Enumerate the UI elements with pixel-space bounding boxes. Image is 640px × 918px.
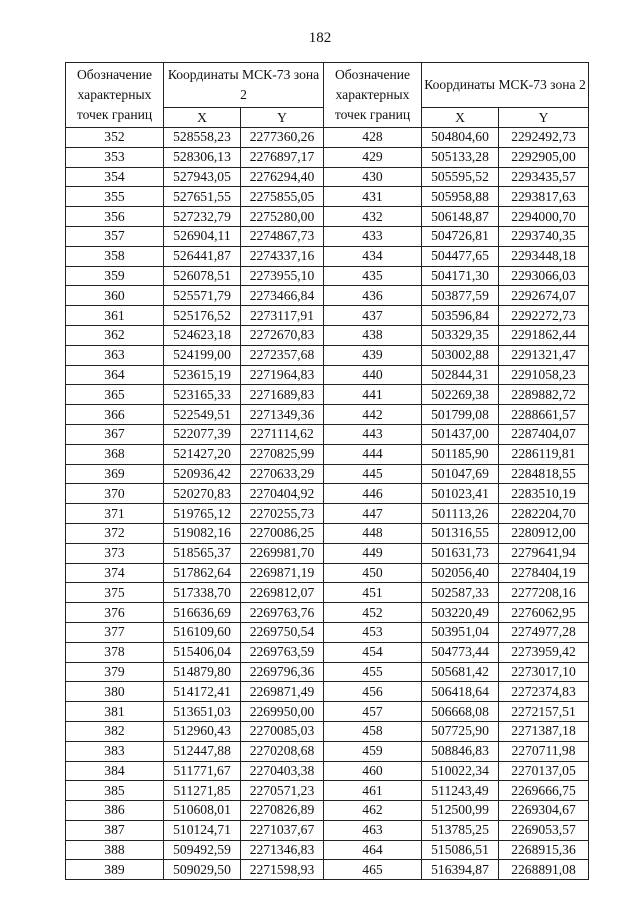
y-value-left: 2274867,73 xyxy=(241,226,324,246)
y-value-left: 2271689,83 xyxy=(241,385,324,405)
x-value-right: 504726,81 xyxy=(422,226,499,246)
x-value-right: 501631,73 xyxy=(422,543,499,563)
table-row xyxy=(66,781,589,801)
table-row xyxy=(66,405,589,425)
x-value-right: 501185,90 xyxy=(422,444,499,464)
table-row xyxy=(66,207,589,227)
x-value-left: 526441,87 xyxy=(164,246,241,266)
y-value-left: 2271114,62 xyxy=(241,424,324,444)
x-value-right: 502056,40 xyxy=(422,563,499,583)
point-number-right: 458 xyxy=(324,721,422,741)
point-number-left: 364 xyxy=(66,365,164,385)
point-number-left: 377 xyxy=(66,622,164,642)
x-value-left: 527943,05 xyxy=(164,167,241,187)
point-number-left: 356 xyxy=(66,207,164,227)
table-row xyxy=(66,741,589,761)
point-number-left: 385 xyxy=(66,781,164,801)
x-value-right: 513785,25 xyxy=(422,820,499,840)
x-value-left: 520936,42 xyxy=(164,464,241,484)
y-value-right: 2279641,94 xyxy=(499,543,589,563)
table-row xyxy=(66,761,589,781)
point-number-right: 430 xyxy=(324,167,422,187)
point-number-left: 379 xyxy=(66,662,164,682)
point-number-left: 353 xyxy=(66,147,164,167)
x-value-right: 503951,04 xyxy=(422,622,499,642)
point-number-right: 437 xyxy=(324,306,422,326)
y-value-right: 2272374,83 xyxy=(499,682,589,702)
y-value-left: 2269750,54 xyxy=(241,622,324,642)
x-value-right: 503002,88 xyxy=(422,345,499,365)
y-value-left: 2270825,99 xyxy=(241,444,324,464)
y-value-right: 2292905,00 xyxy=(499,147,589,167)
x-value-left: 516636,69 xyxy=(164,603,241,623)
y-value-left: 2269763,59 xyxy=(241,642,324,662)
y-value-right: 2293435,57 xyxy=(499,167,589,187)
point-number-right: 440 xyxy=(324,365,422,385)
table-row xyxy=(66,682,589,702)
y-value-left: 2270086,25 xyxy=(241,523,324,543)
x-value-left: 512447,88 xyxy=(164,741,241,761)
table-header xyxy=(66,63,589,128)
y-value-left: 2270208,68 xyxy=(241,741,324,761)
x-value-left: 512960,43 xyxy=(164,721,241,741)
y-value-left: 2270255,73 xyxy=(241,504,324,524)
x-value-right: 503877,59 xyxy=(422,286,499,306)
y-value-left: 2273117,91 xyxy=(241,306,324,326)
y-value-left: 2274337,16 xyxy=(241,246,324,266)
table-row xyxy=(66,603,589,623)
point-number-right: 429 xyxy=(324,147,422,167)
point-number-right: 447 xyxy=(324,504,422,524)
y-value-right: 2291321,47 xyxy=(499,345,589,365)
point-number-right: 453 xyxy=(324,622,422,642)
x-value-right: 510022,34 xyxy=(422,761,499,781)
y-value-right: 2293066,03 xyxy=(499,266,589,286)
point-number-right: 456 xyxy=(324,682,422,702)
x-value-left: 510124,71 xyxy=(164,820,241,840)
x-value-left: 527232,79 xyxy=(164,207,241,227)
x-value-right: 501023,41 xyxy=(422,484,499,504)
point-number-left: 359 xyxy=(66,266,164,286)
point-number-left: 382 xyxy=(66,721,164,741)
y-value-left: 2270403,38 xyxy=(241,761,324,781)
point-label-header-left: Обозначение характерных точек границ xyxy=(66,63,164,128)
point-number-right: 455 xyxy=(324,662,422,682)
y-value-left: 2272670,83 xyxy=(241,325,324,345)
point-number-right: 451 xyxy=(324,583,422,603)
x-value-right: 503220,49 xyxy=(422,603,499,623)
y-value-right: 2286119,81 xyxy=(499,444,589,464)
point-number-left: 360 xyxy=(66,286,164,306)
point-number-left: 378 xyxy=(66,642,164,662)
table-row xyxy=(66,246,589,266)
table-row xyxy=(66,563,589,583)
x-value-right: 505595,52 xyxy=(422,167,499,187)
point-number-right: 461 xyxy=(324,781,422,801)
x-value-right: 504804,60 xyxy=(422,128,499,148)
point-number-left: 354 xyxy=(66,167,164,187)
y-value-left: 2273955,10 xyxy=(241,266,324,286)
y-value-left: 2269812,07 xyxy=(241,583,324,603)
y-value-right: 2284818,55 xyxy=(499,464,589,484)
table-row xyxy=(66,801,589,821)
y-value-left: 2269981,70 xyxy=(241,543,324,563)
point-number-right: 436 xyxy=(324,286,422,306)
point-number-left: 355 xyxy=(66,187,164,207)
x-value-left: 510608,01 xyxy=(164,801,241,821)
table-row xyxy=(66,840,589,860)
point-number-left: 363 xyxy=(66,345,164,365)
point-number-right: 439 xyxy=(324,345,422,365)
y-value-left: 2271346,83 xyxy=(241,840,324,860)
y-value-left: 2275855,05 xyxy=(241,187,324,207)
point-number-right: 431 xyxy=(324,187,422,207)
point-number-right: 449 xyxy=(324,543,422,563)
x-value-right: 504171,30 xyxy=(422,266,499,286)
point-number-left: 381 xyxy=(66,702,164,722)
x-value-right: 507725,90 xyxy=(422,721,499,741)
point-number-right: 434 xyxy=(324,246,422,266)
y-value-right: 2276062,95 xyxy=(499,603,589,623)
x-value-right: 502844,31 xyxy=(422,365,499,385)
x-value-right: 506418,64 xyxy=(422,682,499,702)
y-value-left: 2269950,00 xyxy=(241,702,324,722)
table-row xyxy=(66,365,589,385)
y-value-right: 2287404,07 xyxy=(499,424,589,444)
table-row xyxy=(66,167,589,187)
table-row xyxy=(66,523,589,543)
x-value-left: 509492,59 xyxy=(164,840,241,860)
x-value-left: 516109,60 xyxy=(164,622,241,642)
point-number-right: 432 xyxy=(324,207,422,227)
x-value-right: 515086,51 xyxy=(422,840,499,860)
point-number-right: 433 xyxy=(324,226,422,246)
x-value-left: 522549,51 xyxy=(164,405,241,425)
point-number-left: 357 xyxy=(66,226,164,246)
x-value-left: 511771,67 xyxy=(164,761,241,781)
point-number-left: 366 xyxy=(66,405,164,425)
y-value-left: 2273466,84 xyxy=(241,286,324,306)
y-value-left: 2269796,36 xyxy=(241,662,324,682)
point-number-left: 375 xyxy=(66,583,164,603)
x-value-right: 502269,38 xyxy=(422,385,499,405)
table-row xyxy=(66,484,589,504)
table-row xyxy=(66,583,589,603)
x-header-right: X xyxy=(422,108,499,128)
x-value-left: 526904,11 xyxy=(164,226,241,246)
y-value-left: 2270826,89 xyxy=(241,801,324,821)
x-value-left: 511271,85 xyxy=(164,781,241,801)
x-value-right: 501047,69 xyxy=(422,464,499,484)
point-number-left: 383 xyxy=(66,741,164,761)
x-value-left: 514172,41 xyxy=(164,682,241,702)
y-value-left: 2270404,92 xyxy=(241,484,324,504)
point-number-right: 443 xyxy=(324,424,422,444)
point-number-left: 365 xyxy=(66,385,164,405)
y-value-right: 2277208,16 xyxy=(499,583,589,603)
point-number-right: 441 xyxy=(324,385,422,405)
point-number-right: 428 xyxy=(324,128,422,148)
y-value-left: 2277360,26 xyxy=(241,128,324,148)
table-row xyxy=(66,464,589,484)
y-value-left: 2270571,23 xyxy=(241,781,324,801)
table-row xyxy=(66,860,589,880)
y-value-left: 2271598,93 xyxy=(241,860,324,880)
y-value-right: 2278404,19 xyxy=(499,563,589,583)
point-number-right: 445 xyxy=(324,464,422,484)
y-value-left: 2271037,67 xyxy=(241,820,324,840)
y-value-right: 2270711,98 xyxy=(499,741,589,761)
point-number-right: 446 xyxy=(324,484,422,504)
table-row xyxy=(66,444,589,464)
point-number-right: 444 xyxy=(324,444,422,464)
x-value-left: 514879,80 xyxy=(164,662,241,682)
x-value-right: 501316,55 xyxy=(422,523,499,543)
y-value-left: 2276897,17 xyxy=(241,147,324,167)
y-value-right: 2292674,07 xyxy=(499,286,589,306)
x-value-right: 502587,33 xyxy=(422,583,499,603)
x-value-right: 516394,87 xyxy=(422,860,499,880)
y-header-right: Y xyxy=(499,108,589,128)
point-number-left: 368 xyxy=(66,444,164,464)
table-row xyxy=(66,543,589,563)
table-row xyxy=(66,504,589,524)
x-value-left: 524199,00 xyxy=(164,345,241,365)
y-value-left: 2270085,03 xyxy=(241,721,324,741)
y-value-right: 2282204,70 xyxy=(499,504,589,524)
coordinates-table xyxy=(65,62,589,880)
x-header-left: X xyxy=(164,108,241,128)
point-number-left: 352 xyxy=(66,128,164,148)
x-value-left: 521427,20 xyxy=(164,444,241,464)
point-number-right: 454 xyxy=(324,642,422,662)
point-number-left: 373 xyxy=(66,543,164,563)
y-value-left: 2276294,40 xyxy=(241,167,324,187)
y-value-left: 2272357,68 xyxy=(241,345,324,365)
table-row xyxy=(66,325,589,345)
x-value-left: 527651,55 xyxy=(164,187,241,207)
y-value-right: 2269666,75 xyxy=(499,781,589,801)
x-value-left: 524623,18 xyxy=(164,325,241,345)
table-row xyxy=(66,622,589,642)
point-number-left: 362 xyxy=(66,325,164,345)
x-value-left: 525176,52 xyxy=(164,306,241,326)
x-value-right: 505133,28 xyxy=(422,147,499,167)
y-value-right: 2269053,57 xyxy=(499,820,589,840)
x-value-left: 513651,03 xyxy=(164,702,241,722)
y-header-left: Y xyxy=(241,108,324,128)
coords-header-right: Координаты МСК-73 зона 2 xyxy=(422,63,589,108)
x-value-right: 504477,65 xyxy=(422,246,499,266)
x-value-right: 504773,44 xyxy=(422,642,499,662)
y-value-right: 2269304,67 xyxy=(499,801,589,821)
point-number-right: 457 xyxy=(324,702,422,722)
table-row xyxy=(66,226,589,246)
point-number-left: 384 xyxy=(66,761,164,781)
x-value-right: 505958,88 xyxy=(422,187,499,207)
point-number-left: 387 xyxy=(66,820,164,840)
x-value-left: 523615,19 xyxy=(164,365,241,385)
x-value-left: 525571,79 xyxy=(164,286,241,306)
x-value-right: 501437,00 xyxy=(422,424,499,444)
table-row xyxy=(66,306,589,326)
x-value-left: 522077,39 xyxy=(164,424,241,444)
y-value-right: 2280912,00 xyxy=(499,523,589,543)
point-number-left: 367 xyxy=(66,424,164,444)
point-number-left: 376 xyxy=(66,603,164,623)
table-row xyxy=(66,721,589,741)
y-value-left: 2269871,49 xyxy=(241,682,324,702)
y-value-right: 2273959,42 xyxy=(499,642,589,662)
y-value-right: 2272157,51 xyxy=(499,702,589,722)
point-number-right: 465 xyxy=(324,860,422,880)
table-row xyxy=(66,820,589,840)
point-number-left: 370 xyxy=(66,484,164,504)
point-number-right: 463 xyxy=(324,820,422,840)
point-number-left: 386 xyxy=(66,801,164,821)
y-value-right: 2293740,35 xyxy=(499,226,589,246)
x-value-right: 506668,08 xyxy=(422,702,499,722)
point-number-right: 438 xyxy=(324,325,422,345)
table-body xyxy=(66,128,589,880)
y-value-right: 2289882,72 xyxy=(499,385,589,405)
table-row xyxy=(66,345,589,365)
point-number-right: 450 xyxy=(324,563,422,583)
y-value-right: 2288661,57 xyxy=(499,405,589,425)
y-value-right: 2274977,28 xyxy=(499,622,589,642)
point-label-header-right: Обозначение характерных точек границ xyxy=(324,63,422,128)
point-number-right: 452 xyxy=(324,603,422,623)
y-value-right: 2293817,63 xyxy=(499,187,589,207)
point-number-left: 372 xyxy=(66,523,164,543)
x-value-left: 517862,64 xyxy=(164,563,241,583)
y-value-right: 2271387,18 xyxy=(499,721,589,741)
x-value-right: 511243,49 xyxy=(422,781,499,801)
y-value-right: 2293448,18 xyxy=(499,246,589,266)
y-value-right: 2268891,08 xyxy=(499,860,589,880)
y-value-right: 2291862,44 xyxy=(499,325,589,345)
x-value-left: 509029,50 xyxy=(164,860,241,880)
y-value-left: 2271349,36 xyxy=(241,405,324,425)
table-row xyxy=(66,128,589,148)
x-value-right: 505681,42 xyxy=(422,662,499,682)
point-number-right: 448 xyxy=(324,523,422,543)
point-number-right: 459 xyxy=(324,741,422,761)
table-row xyxy=(66,662,589,682)
table-row xyxy=(66,424,589,444)
y-value-left: 2269763,76 xyxy=(241,603,324,623)
table-row xyxy=(66,702,589,722)
x-value-left: 517338,70 xyxy=(164,583,241,603)
table-row xyxy=(66,266,589,286)
table-row xyxy=(66,286,589,306)
y-value-left: 2270633,29 xyxy=(241,464,324,484)
y-value-left: 2275280,00 xyxy=(241,207,324,227)
x-value-left: 515406,04 xyxy=(164,642,241,662)
x-value-right: 501799,08 xyxy=(422,405,499,425)
x-value-right: 506148,87 xyxy=(422,207,499,227)
y-value-left: 2269871,19 xyxy=(241,563,324,583)
x-value-left: 526078,51 xyxy=(164,266,241,286)
x-value-left: 528558,23 xyxy=(164,128,241,148)
table-row xyxy=(66,147,589,167)
point-number-right: 442 xyxy=(324,405,422,425)
point-number-right: 464 xyxy=(324,840,422,860)
y-value-left: 2271964,83 xyxy=(241,365,324,385)
table-row xyxy=(66,642,589,662)
y-value-right: 2291058,23 xyxy=(499,365,589,385)
coords-header-left: Координаты МСК-73 зона 2 xyxy=(164,63,324,108)
x-value-right: 508846,83 xyxy=(422,741,499,761)
page-number: 182 xyxy=(308,30,332,46)
x-value-left: 523165,33 xyxy=(164,385,241,405)
point-number-right: 435 xyxy=(324,266,422,286)
point-number-right: 462 xyxy=(324,801,422,821)
point-number-left: 374 xyxy=(66,563,164,583)
y-value-right: 2292492,73 xyxy=(499,128,589,148)
y-value-right: 2292272,73 xyxy=(499,306,589,326)
x-value-left: 528306,13 xyxy=(164,147,241,167)
x-value-left: 518565,37 xyxy=(164,543,241,563)
x-value-right: 503596,84 xyxy=(422,306,499,326)
x-value-left: 519765,12 xyxy=(164,504,241,524)
y-value-right: 2268915,36 xyxy=(499,840,589,860)
point-number-left: 388 xyxy=(66,840,164,860)
x-value-right: 503329,35 xyxy=(422,325,499,345)
point-number-left: 358 xyxy=(66,246,164,266)
table-row xyxy=(66,385,589,405)
y-value-right: 2270137,05 xyxy=(499,761,589,781)
y-value-right: 2283510,19 xyxy=(499,484,589,504)
point-number-left: 371 xyxy=(66,504,164,524)
point-number-left: 380 xyxy=(66,682,164,702)
y-value-right: 2294000,70 xyxy=(499,207,589,227)
point-number-left: 389 xyxy=(66,860,164,880)
x-value-left: 519082,16 xyxy=(164,523,241,543)
y-value-right: 2273017,10 xyxy=(499,662,589,682)
point-number-left: 361 xyxy=(66,306,164,326)
point-number-left: 369 xyxy=(66,464,164,484)
point-number-right: 460 xyxy=(324,761,422,781)
table-row xyxy=(66,187,589,207)
x-value-right: 512500,99 xyxy=(422,801,499,821)
x-value-right: 501113,26 xyxy=(422,504,499,524)
x-value-left: 520270,83 xyxy=(164,484,241,504)
